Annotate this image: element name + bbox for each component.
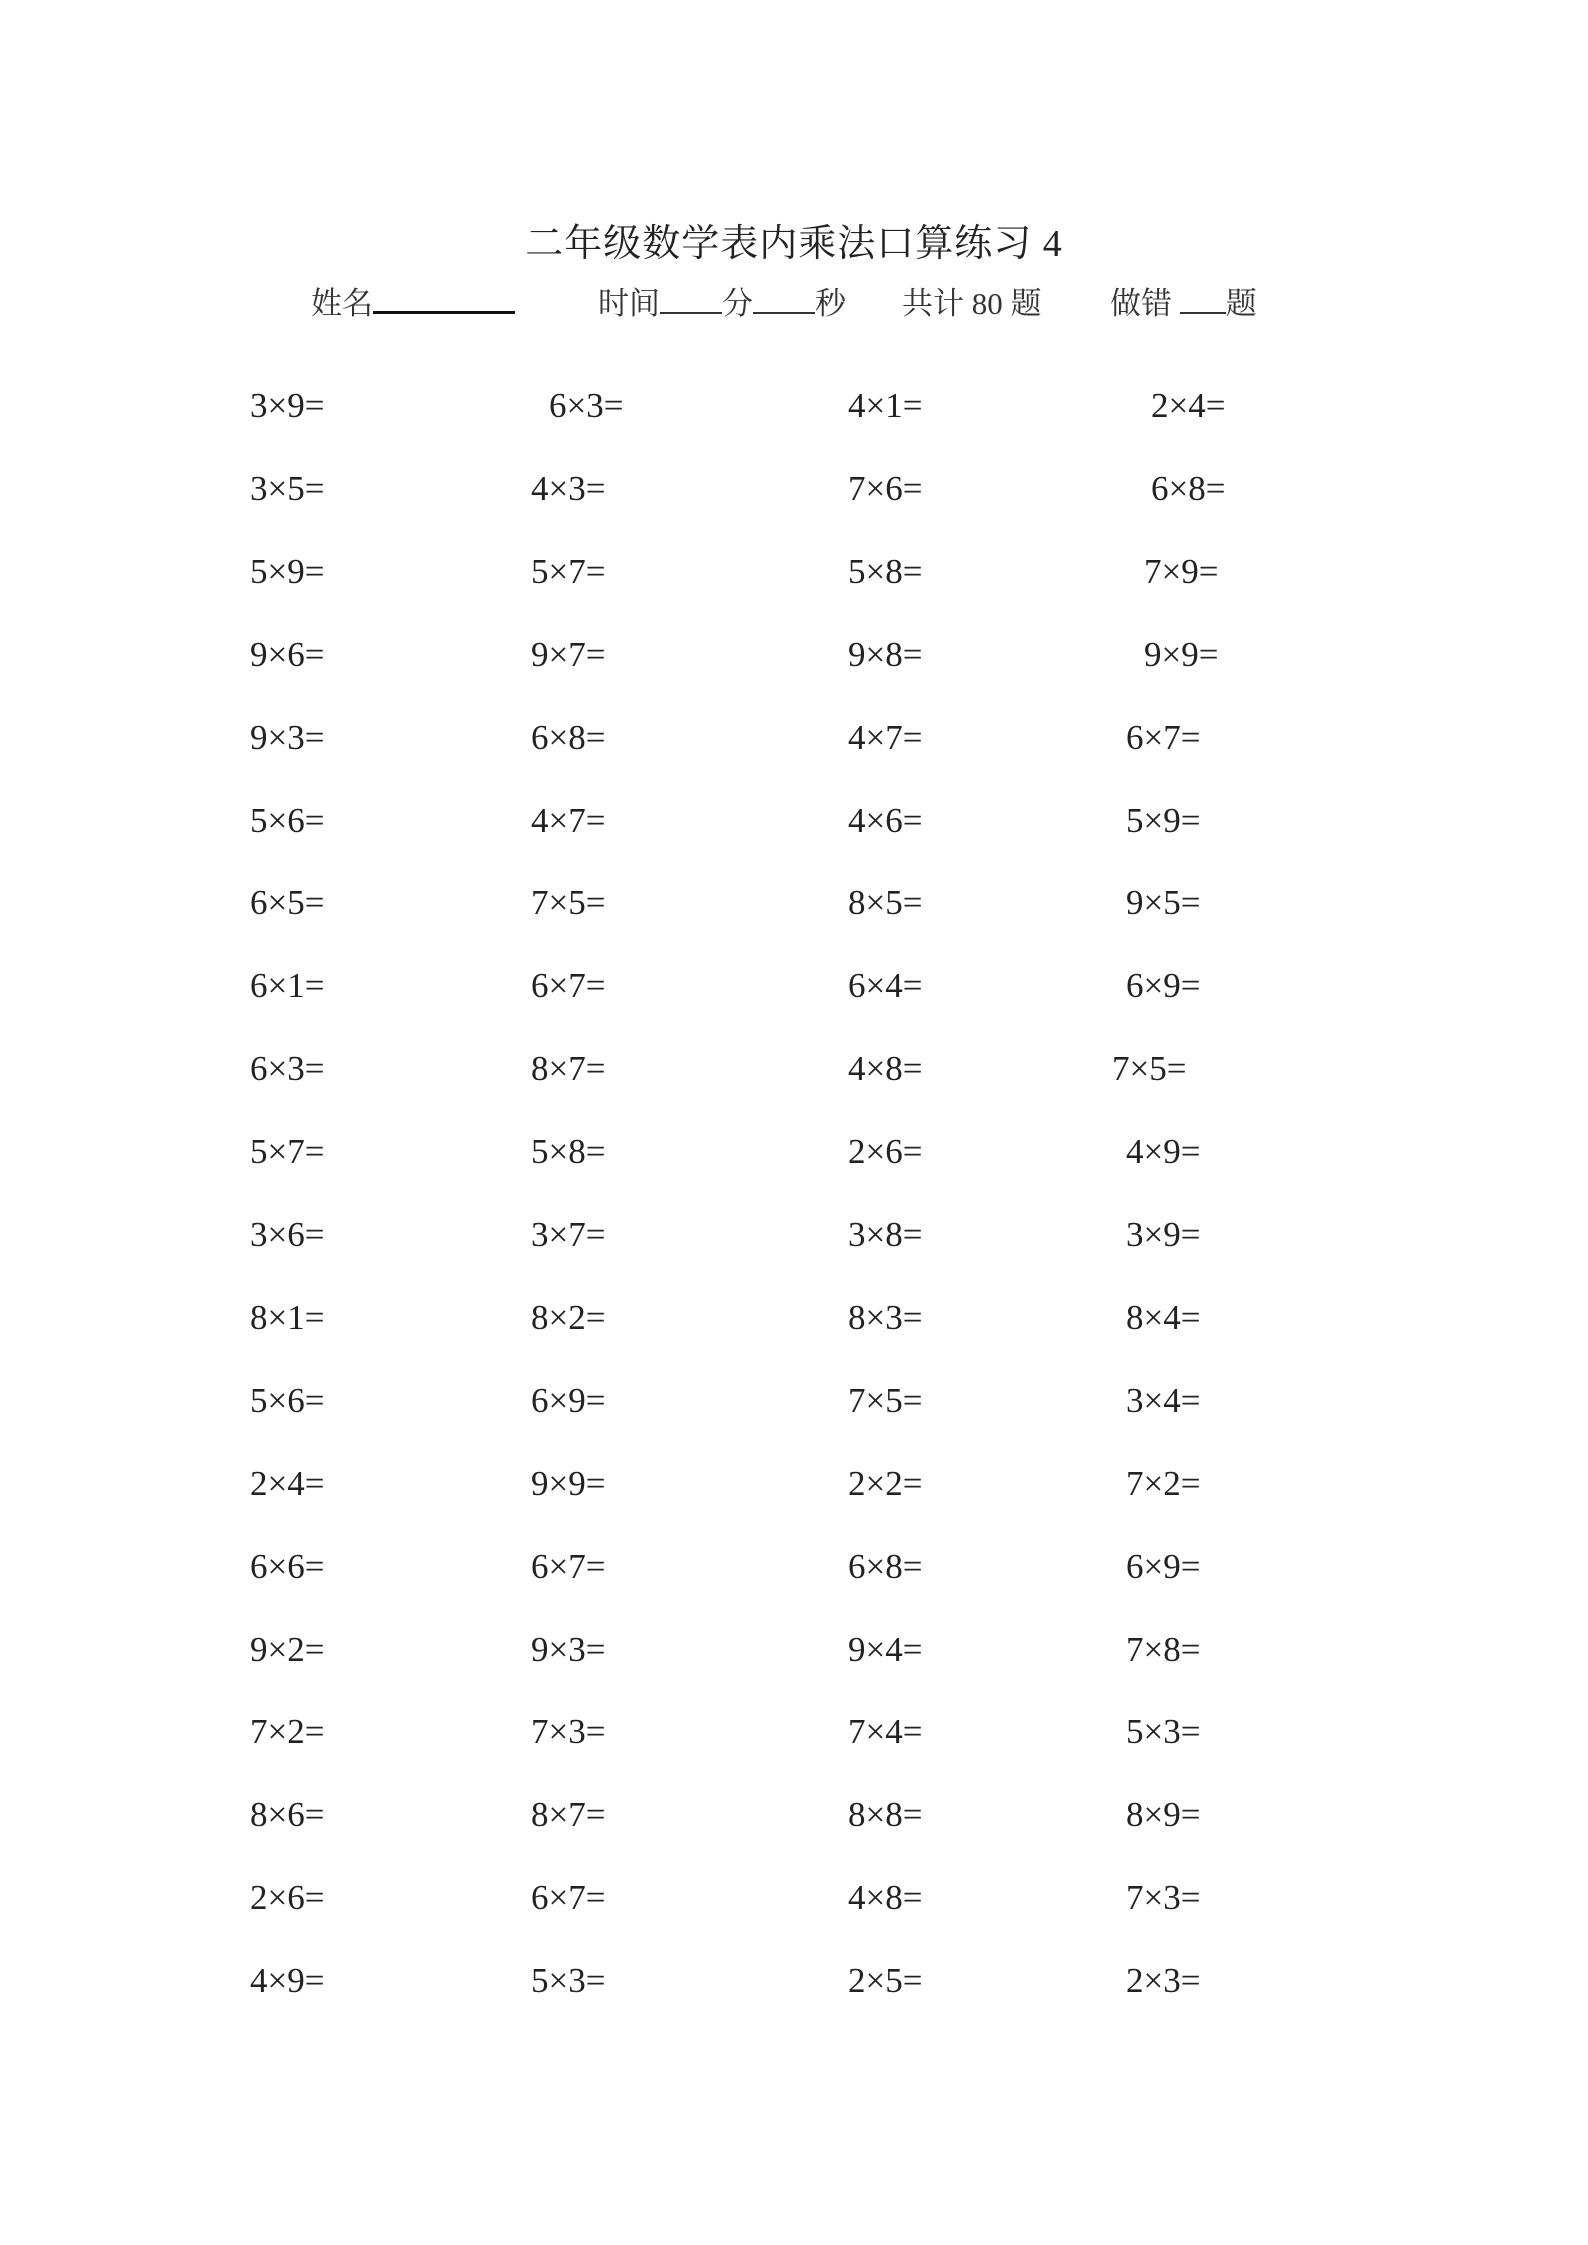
problem-item: 4×7= [848, 718, 923, 757]
problem-item: 5×8= [531, 1132, 606, 1171]
name-label: 姓名 [311, 286, 373, 321]
problem-item: 6×7= [531, 1547, 606, 1586]
problem-item: 4×8= [848, 1049, 923, 1088]
problem-item: 8×7= [531, 1049, 606, 1088]
problem-item: 6×9= [531, 1381, 606, 1420]
problem-item: 7×6= [848, 469, 923, 508]
problem-item: 6×5= [250, 883, 325, 922]
problem-item: 9×9= [1144, 635, 1219, 674]
problem-item: 6×9= [1126, 1547, 1201, 1586]
problem-item: 7×3= [1126, 1878, 1201, 1917]
problem-item: 7×2= [1126, 1464, 1201, 1503]
problem-item: 7×5= [1112, 1049, 1187, 1088]
problem-item: 9×6= [250, 635, 325, 674]
problem-item: 4×6= [848, 801, 923, 840]
wrong-suffix: 题 [1225, 286, 1257, 321]
problem-item: 9×8= [848, 635, 923, 674]
problem-item: 6×7= [1126, 718, 1201, 757]
problem-item: 9×3= [531, 1630, 606, 1669]
problem-item: 3×4= [1126, 1381, 1201, 1420]
problem-item: 8×7= [531, 1795, 606, 1834]
problem-item: 2×6= [250, 1878, 325, 1917]
problem-item: 4×3= [531, 469, 606, 508]
problem-item: 2×2= [848, 1464, 923, 1503]
problem-item: 6×6= [250, 1547, 325, 1586]
problem-item: 7×4= [848, 1712, 923, 1751]
problem-item: 5×7= [531, 552, 606, 591]
problem-item: 8×8= [848, 1795, 923, 1834]
problem-item: 4×9= [250, 1961, 325, 2000]
problem-item: 9×2= [250, 1630, 325, 1669]
problem-item: 5×9= [250, 552, 325, 591]
problem-item: 3×9= [1126, 1215, 1201, 1254]
problem-item: 8×2= [531, 1298, 606, 1337]
problem-item: 5×6= [250, 1381, 325, 1420]
problem-item: 7×2= [250, 1712, 325, 1751]
problem-item: 6×9= [1126, 966, 1201, 1005]
problem-item: 8×4= [1126, 1298, 1201, 1337]
problem-item: 5×6= [250, 801, 325, 840]
problem-item: 7×5= [848, 1381, 923, 1420]
problem-item: 2×5= [848, 1961, 923, 2000]
worksheet-title: 二年级数学表内乘法口算练习 4 [525, 223, 1063, 265]
total-count: 共计 80 题 [902, 286, 1042, 321]
problem-item: 3×6= [250, 1215, 325, 1254]
problem-item: 4×8= [848, 1878, 923, 1917]
problem-item: 8×9= [1126, 1795, 1201, 1834]
wrong-label: 做错 [1110, 286, 1172, 321]
problem-item: 3×9= [250, 386, 325, 425]
problem-item: 6×8= [1151, 469, 1226, 508]
minutes-label: 分 [722, 286, 753, 321]
problem-item: 6×7= [531, 1878, 606, 1917]
problem-item: 8×6= [250, 1795, 325, 1834]
problem-item: 5×3= [1126, 1712, 1201, 1751]
problem-item: 6×4= [848, 966, 923, 1005]
problem-item: 9×3= [250, 718, 325, 757]
problem-item: 7×9= [1144, 552, 1219, 591]
problem-item: 6×8= [531, 718, 606, 757]
problem-item: 6×8= [848, 1547, 923, 1586]
problem-item: 9×4= [848, 1630, 923, 1669]
problem-item: 4×1= [848, 386, 923, 425]
problem-item: 9×7= [531, 635, 606, 674]
problem-item: 5×8= [848, 552, 923, 591]
problem-item: 6×3= [250, 1049, 325, 1088]
problem-item: 8×1= [250, 1298, 325, 1337]
problem-item: 2×4= [250, 1464, 325, 1503]
problem-item: 3×7= [531, 1215, 606, 1254]
problem-item: 7×3= [531, 1712, 606, 1751]
problem-item: 6×7= [531, 966, 606, 1005]
problem-item: 7×8= [1126, 1630, 1201, 1669]
problem-item: 6×1= [250, 966, 325, 1005]
problem-item: 3×8= [848, 1215, 923, 1254]
problem-item: 4×9= [1126, 1132, 1201, 1171]
problem-item: 2×3= [1126, 1961, 1201, 2000]
problem-item: 8×3= [848, 1298, 923, 1337]
problem-item: 7×5= [531, 883, 606, 922]
problem-item: 6×3= [549, 386, 624, 425]
time-label: 时间 [598, 286, 660, 321]
problem-item: 5×3= [531, 1961, 606, 2000]
problem-item: 2×4= [1151, 386, 1226, 425]
problem-item: 4×7= [531, 801, 606, 840]
seconds-label: 秒 [815, 286, 846, 321]
problem-item: 9×5= [1126, 883, 1201, 922]
problem-item: 3×5= [250, 469, 325, 508]
problem-item: 9×9= [531, 1464, 606, 1503]
problem-item: 2×6= [848, 1132, 923, 1171]
problem-item: 8×5= [848, 883, 923, 922]
problem-item: 5×9= [1126, 801, 1201, 840]
problem-item: 5×7= [250, 1132, 325, 1171]
